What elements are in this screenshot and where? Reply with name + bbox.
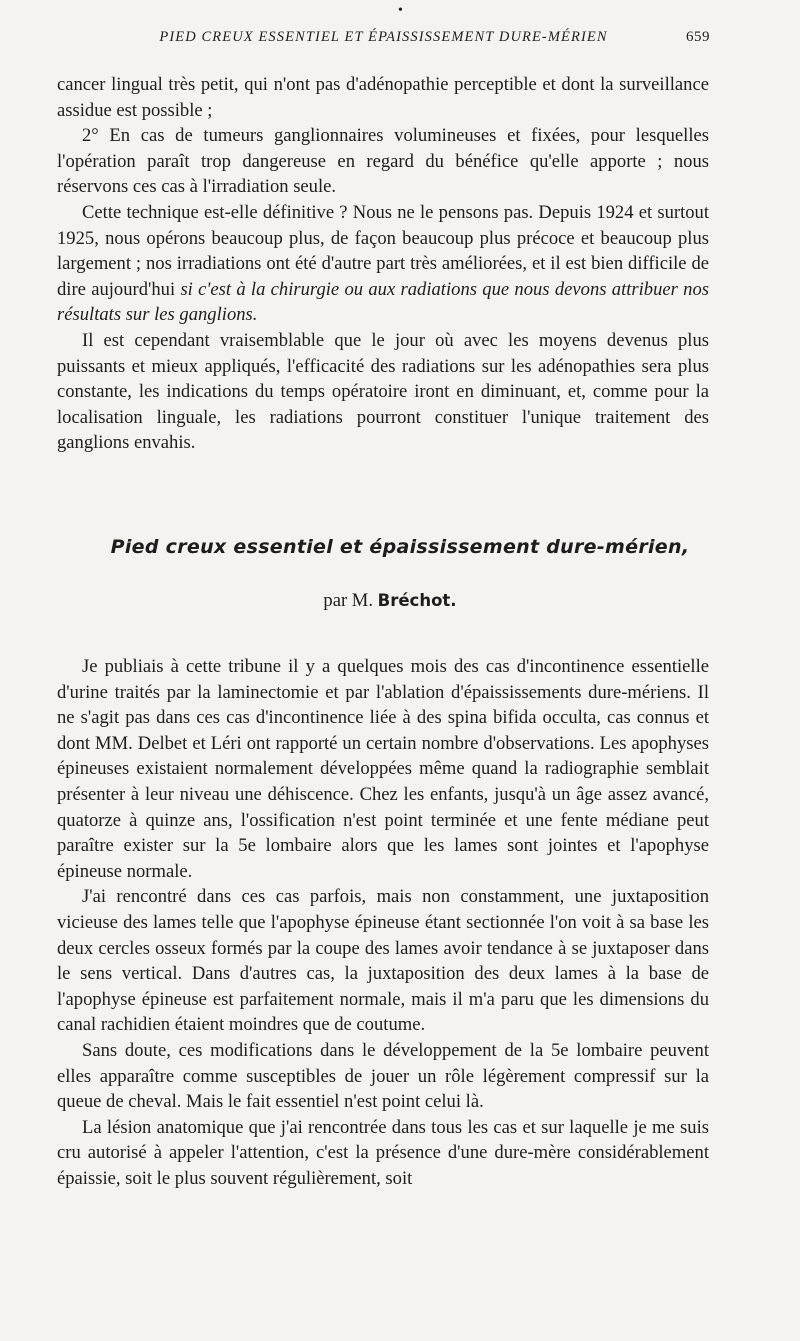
byline [0,590,780,612]
paragraph [57,200,709,328]
paragraph: J'ai rencontré dans ces cas parfois, mais non constamment, une juxtaposition vicieuse des lames telle que l'apophyse épineuse étant sectionnée l'on voit à sa base les deux cercles osseux formés par la coupe des lames avoir tendance à se juxtaposer dans le sens vertical. Dans d'autres cas, la juxtaposition des deux lames à la base de l'apophyse épineuse est parfaitement normale, mais il m'a paru que les dimensions du canal rachidien étaient moindres que de coutume. [57,886,709,1036]
page-number: 659 [686,29,710,45]
continuation-text [57,72,709,456]
paragraph: Sans doute, ces modifications dans le développement de la 5e lombaire peuvent elles apparaître comme susceptibles de jouer un rôle légèrement compressif sur la queue de cheval. Mais le fait essentiel n'est point celui là. [57,1039,709,1113]
paragraph: cancer lingual très petit, qui n'ont pas d'adénopathie perceptible et dont la surveillance assidue est possible ; [57,74,709,121]
author-name: Bréchot. [377,591,457,610]
article-title: Pied creux essentiel et épaississement dure-mérien, [110,536,690,558]
running-header: PIED CREUX ESSENTIEL ET ÉPAISSISSEMENT DURE-MÉRIEN [159,29,608,45]
paragraph: 2° En cas de tumeurs ganglionnaires volumineuses et fixées, pour lesquelles l'opération paraît trop dangereuse en regard du bénéfice qu'elle apporte ; nous réservons ces cas à l'irradiation seule. [57,125,709,198]
article-body [57,654,709,1191]
byline-prefix: par M. [323,590,373,611]
paragraph-text: Cette technique est-elle définitive ? Nous ne le pensons pas. Depuis 1924 et surtout 1925, nous opérons beaucoup plus, de façon beaucoup plus précoce et beaucoup plus largement ; nos irradiations ont été d'autre part très améliorées, et il est bien difficile de dire aujourd'hui [57,201,709,300]
paragraph: La lésion anatomique que j'ai rencontrée dans tous les cas et sur laquelle je me suis cru autorisé à appeler l'attention, c'est la présence d'une dure-mère considérablement épaissie, soit le plus souvent régulièrement, soit [57,1116,709,1189]
italic-phrase: si c'est à la chirurgie ou aux radiations que nous devons attribuer nos résultats sur les ganglions. [57,278,710,326]
decorative-dot: • [398,3,403,18]
paragraph: Il est cependant vraisemblable que le jour où avec les moyens devenus plus puissants et mieux appliqués, l'efficacité des radiations sur les adénopathies sera plus constante, les indications du temps opératoire iront en diminuant, et, comme pour la localisation linguale, les radiations pourront constituer l'unique traitement des ganglions envahis. [57,329,709,454]
paragraph: Je publiais à cette tribune il y a quelques mois des cas d'incontinence essentielle d'urine traités par la laminectomie et par l'ablation d'épaississements dure-mériens. Il ne s'agit pas dans ces cas d'incontinence liée à des spina bifida occulta, cas connus et dont MM. Delbet et Léri ont rapporté un certain nombre d'observations. Les apophyses épineuses existaient normalement développées même quand la radiographie semblait présenter à leur niveau une déhiscence. Chez les enfants, jusqu'à un âge assez avancé, quatorze à quinze ans, l'ossification n'est point terminée et une fente médiane peut paraître exister sur la 5e lombaire alors que les lames sont jointes et l'apophyse épineuse normale. [57,656,709,882]
